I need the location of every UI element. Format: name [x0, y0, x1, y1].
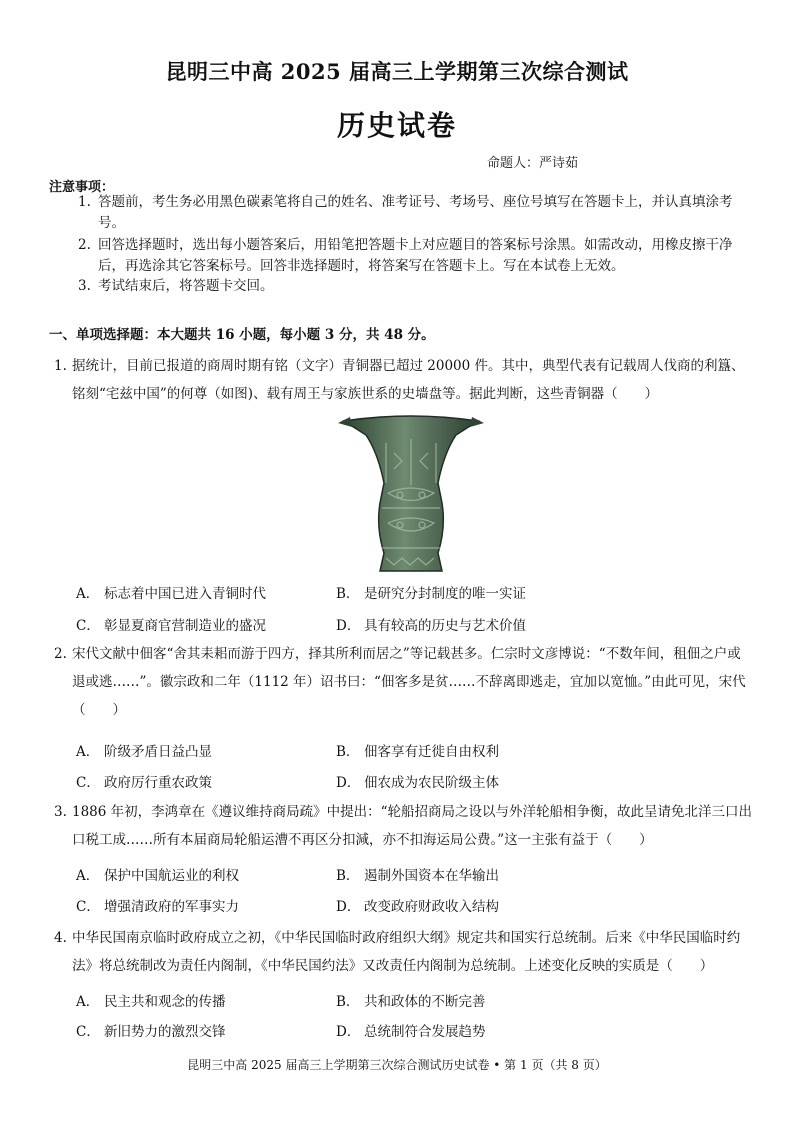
option-c[interactable] [76, 614, 266, 634]
option-text: 改变政府财政收入结构 [364, 899, 499, 915]
option-a[interactable] [76, 582, 266, 602]
question-number: 4. [54, 930, 67, 946]
option-text: 彰显夏商官营制造业的盛况 [104, 618, 266, 634]
option-label: B． [336, 586, 360, 602]
option-text: 保护中国航运业的利权 [104, 868, 239, 884]
subject-title: 历史试卷 [336, 109, 457, 142]
question-text: 宋代文献中佃客“舍其耒耜而游于四方，择其所利而居之”等记载甚多。仁宗时文彦博说：“不数年间，租佃之户或退或逃……”。徽宗政和二年（1112 年）诏书曰：“佃客多是贫……不辞离即逃走，宜加以宽恤。”由此可见，宋代（ ） [72, 646, 746, 718]
page-footer: 昆明三中高 2025 届高三上学期第三次综合测试历史试卷 • 第 1 页（共 8 页） [187, 1058, 607, 1072]
question-text: 据统计，目前已报道的商周时期有铭（文字）青铜器已超过 20000 件。其中，典型代表有记载周人伐商的利簋、铭刻“宅兹中国”的何尊（如图)、载有周王与家族世系的史墙盘等。据此判断，这些青铜器（ ） [72, 358, 745, 402]
option-d[interactable] [336, 1020, 486, 1040]
option-text: 总统制符合发展趋势 [364, 1024, 486, 1040]
option-c[interactable] [76, 1020, 226, 1040]
section-title: 一、单项选择题：本大题共 16 小题，每小题 3 分，共 48 分。 [49, 327, 435, 343]
option-text: 新旧势力的激烈交锋 [104, 1024, 226, 1040]
option-b[interactable] [336, 864, 499, 884]
option-text: 民主共和观念的传播 [104, 994, 226, 1010]
question-text: 中华民国南京临时政府成立之初，《中华民国临时政府组织大纲》规定共和国实行总统制。后来《中华民国临时约法》将总统制改为责任内阁制，《中华民国约法》又改责任内阁制为总统制。上述变化反映的实质是（ ） [72, 930, 741, 974]
option-text: 佃农成为农民阶级主体 [364, 775, 499, 791]
option-d[interactable] [336, 614, 526, 634]
notice-text: 考试结束后，将答题卡交回。 [98, 278, 274, 294]
option-label: C． [76, 899, 100, 915]
option-d[interactable] [336, 771, 499, 791]
question-1 [54, 352, 754, 408]
notice-number: 1. [78, 194, 91, 210]
question-2 [54, 640, 754, 724]
option-label: C． [76, 618, 100, 634]
option-text: 阶级矛盾日益凸显 [104, 744, 212, 760]
option-label: C． [76, 775, 100, 791]
notice-text: 回答选择题时，选出每小题答案后，用铅笔把答题卡上对应题目的答案标号涂黑。如需改动，用橡皮擦干净后，再选涂其它答案标号。回答非选择题时，将答案写在答题卡上。写在本试卷上无效。 [98, 237, 733, 274]
option-text: 增强清政府的军事实力 [104, 899, 239, 915]
notice-item [78, 235, 758, 277]
option-label: A． [76, 868, 100, 884]
option-text: 具有较高的历史与艺术价值 [364, 618, 526, 634]
notice-text: 答题前，考生务必用黑色碳素笔将自己的姓名、准考证号、考场号、座位号填写在答题卡上，并认真填涂考号。 [98, 194, 733, 231]
author-line: 命题人：严诗茹 [487, 156, 579, 171]
notice-item [78, 192, 758, 234]
option-c[interactable] [76, 895, 239, 915]
option-c[interactable] [76, 771, 212, 791]
option-text: 遏制外国资本在华输出 [364, 868, 499, 884]
option-b[interactable] [336, 990, 486, 1010]
question-number: 3. [54, 804, 67, 820]
option-label: D． [336, 775, 361, 791]
notice-number: 2. [78, 237, 91, 253]
option-text: 政府厉行重农政策 [104, 775, 212, 791]
option-label: A． [76, 994, 100, 1010]
option-d[interactable] [336, 895, 499, 915]
option-b[interactable] [336, 740, 499, 760]
option-label: D． [336, 618, 361, 634]
question-4 [54, 924, 754, 980]
notice-item [78, 276, 758, 297]
question-3 [54, 798, 754, 854]
option-label: C． [76, 1024, 100, 1040]
option-label: A． [76, 744, 100, 760]
bronze-zun-vessel-image [336, 413, 486, 573]
notice-number: 3. [78, 278, 91, 294]
option-a[interactable] [76, 864, 239, 884]
option-label: B． [336, 994, 360, 1010]
question-number: 1. [54, 358, 67, 374]
school-title: 昆明三中高 2025 届高三上学期第三次综合测试 [165, 59, 629, 84]
option-b[interactable] [336, 582, 526, 602]
option-label: D． [336, 1024, 361, 1040]
option-text: 是研究分封制度的唯一实证 [364, 586, 526, 602]
question-number: 2. [54, 646, 67, 662]
notice-title: 注意事项： [49, 180, 115, 195]
option-label: A． [76, 586, 100, 602]
option-label: B． [336, 868, 360, 884]
option-a[interactable] [76, 740, 212, 760]
option-label: D． [336, 899, 361, 915]
option-a[interactable] [76, 990, 226, 1010]
question-text: 1886 年初，李鸿章在《遵议维持商局疏》中提出：“轮船招商局之设以与外洋轮船相争衡，故此呈请免北洋三口出口税工成……所有本届商局轮船运漕不再区分扣減，亦不扣海运局公费。”这一主张有益于（ ） [72, 804, 753, 848]
option-label: B． [336, 744, 360, 760]
option-text: 共和政体的不断完善 [364, 994, 486, 1010]
option-text: 佃客享有迁徙自由权利 [364, 744, 499, 760]
option-text: 标志着中国已进入青铜时代 [104, 586, 266, 602]
